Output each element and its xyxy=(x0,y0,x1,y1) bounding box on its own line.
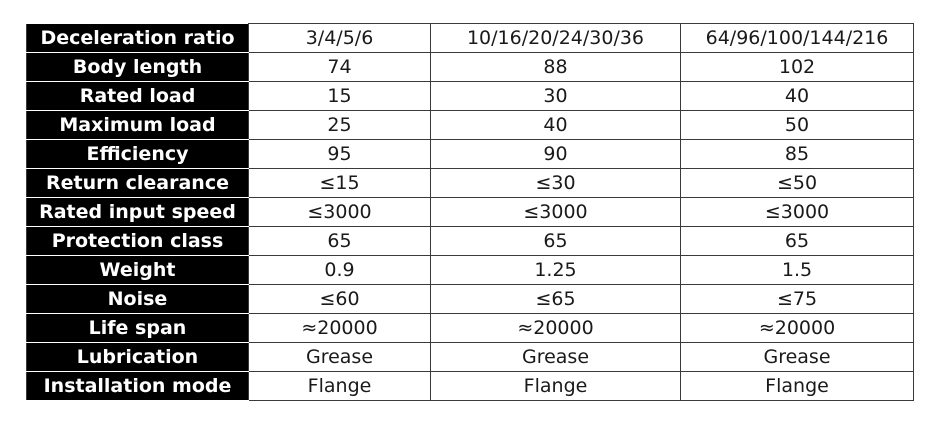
row-label: Lubrication xyxy=(27,343,249,372)
table-cell: 3/4/5/6 xyxy=(249,24,431,53)
table-cell: 74 xyxy=(249,53,431,82)
table-row xyxy=(27,372,914,401)
table-row xyxy=(27,169,914,198)
specification-table xyxy=(26,23,914,401)
table-row xyxy=(27,24,914,53)
table-cell: ≈20000 xyxy=(681,314,914,343)
row-label: Body length xyxy=(27,53,249,82)
table-cell: ≤65 xyxy=(431,285,681,314)
row-label: Efficiency xyxy=(27,140,249,169)
row-label: Installation mode xyxy=(27,372,249,401)
table-cell: Flange xyxy=(249,372,431,401)
row-label: Weight xyxy=(27,256,249,285)
table-cell: 1.25 xyxy=(431,256,681,285)
table-row xyxy=(27,82,914,111)
row-label: Life span xyxy=(27,314,249,343)
table-cell: Grease xyxy=(431,343,681,372)
table-cell: 65 xyxy=(681,227,914,256)
table-cell: 50 xyxy=(681,111,914,140)
table-cell: ≤50 xyxy=(681,169,914,198)
table-cell: ≤3000 xyxy=(431,198,681,227)
table-row xyxy=(27,198,914,227)
table-cell: 40 xyxy=(431,111,681,140)
table-row xyxy=(27,111,914,140)
table-cell: 85 xyxy=(681,140,914,169)
table-row xyxy=(27,314,914,343)
table-row xyxy=(27,343,914,372)
table-cell: 90 xyxy=(431,140,681,169)
table-cell: ≤3000 xyxy=(681,198,914,227)
table-row xyxy=(27,53,914,82)
row-label: Protection class xyxy=(27,227,249,256)
table-cell: Grease xyxy=(681,343,914,372)
table-row xyxy=(27,285,914,314)
table-cell: ≤75 xyxy=(681,285,914,314)
table-cell: 1.5 xyxy=(681,256,914,285)
table-row xyxy=(27,227,914,256)
table-row xyxy=(27,256,914,285)
table-cell: 102 xyxy=(681,53,914,82)
table-cell: 30 xyxy=(431,82,681,111)
table-cell: 65 xyxy=(431,227,681,256)
table-cell: 15 xyxy=(249,82,431,111)
table-cell: Flange xyxy=(681,372,914,401)
table-cell: ≤15 xyxy=(249,169,431,198)
table-cell: 25 xyxy=(249,111,431,140)
table-cell: 40 xyxy=(681,82,914,111)
table-cell: Flange xyxy=(431,372,681,401)
row-label: Maximum load xyxy=(27,111,249,140)
row-label: Deceleration ratio xyxy=(27,24,249,53)
row-label: Noise xyxy=(27,285,249,314)
table-cell: ≈20000 xyxy=(249,314,431,343)
table-cell: 0.9 xyxy=(249,256,431,285)
row-label: Rated load xyxy=(27,82,249,111)
table-cell: 95 xyxy=(249,140,431,169)
table-cell: ≤3000 xyxy=(249,198,431,227)
row-label: Return clearance xyxy=(27,169,249,198)
table-cell: ≤30 xyxy=(431,169,681,198)
table-cell: ≤60 xyxy=(249,285,431,314)
table-cell: ≈20000 xyxy=(431,314,681,343)
row-label: Rated input speed xyxy=(27,198,249,227)
table-cell: 88 xyxy=(431,53,681,82)
table-cell: 64/96/100/144/216 xyxy=(681,24,914,53)
table-cell: 65 xyxy=(249,227,431,256)
table-cell: Grease xyxy=(249,343,431,372)
table-row xyxy=(27,140,914,169)
table-cell: 10/16/20/24/30/36 xyxy=(431,24,681,53)
